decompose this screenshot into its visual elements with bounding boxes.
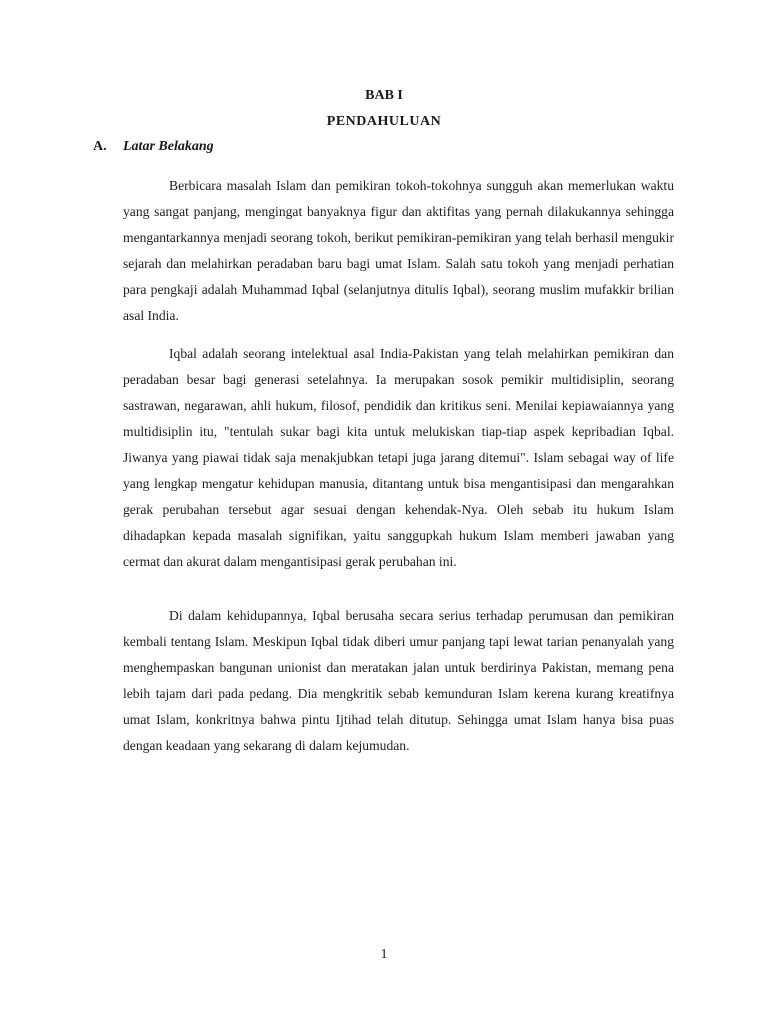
paragraph: Iqbal adalah seorang intelektual asal India-Pakistan yang telah melahirkan pemikiran dan peradaban besar bagi generasi setelahnya. Ia merupakan sosok pemikir multidisiplin, seorang sastrawan, negarawan, ahli hukum, filosof, pendidik dan kritikus seni. Menilai kepiawaiannya yang multidisiplin itu, "tentulah sukar bagi kita untuk melukiskan tiap-tiap aspek kepribadian Iqbal. Jiwanya yang piawai tidak saja menakjubkan tetapi juga jarang ditemui". Islam sebagai way of life yang lengkap mengatur kehidupan manusia, ditantang untuk bisa mengantisipasi dan mengarahkan gerak perubahan tersebut agar sesuai dengan kehendak-Nya. Oleh sebab itu hukum Islam dihadapkan kepada masalah signifikan, yaitu sanggupkah hukum Islam memberi jawaban yang cermat dan akurat dalam mengantisipasi gerak perubahan ini. xyxy=(123,346,674,569)
paragraph: Di dalam kehidupannya, Iqbal berusaha secara serius terhadap perumusan dan pemikiran kembali tentang Islam. Meskipun Iqbal tidak diberi umur panjang tapi lewat tarian penanyalah yang menghempaskan bangunan unionist dan meratakan jalan untuk berdirinya Pakistan, memang pena lebih tajam dari pada pedang. Dia mengkritik sebab kemunduran Islam kerena kurang kreatifnya umat Islam, konkritnya bahwa pintu Ijtihad telah ditutup. Sehingga umat Islam hanya bisa puas dengan keadaan yang sekarang di dalam kejumudan. xyxy=(123,608,674,753)
section-heading xyxy=(93,138,214,156)
page-number: 1 xyxy=(380,947,388,962)
chapter-heading: PENDAHULUAN xyxy=(326,114,442,129)
section-number: A. xyxy=(93,139,107,154)
paragraph: Berbicara masalah Islam dan pemikiran tokoh-tokohnya sungguh akan memerlukan waktu yang sangat panjang, mengingat banyaknya figur dan aktifitas yang pernah dilakukannya sehingga mengantarkannya menjadi seorang tokoh, berikut pemikiran-pemikiran yang telah berhasil mengukir sejarah dan melahirkan peradaban baru bagi umat Islam. Salah satu tokoh yang menjadi perhatian para pengkaji adalah Muhammad Iqbal (selanjutnya ditulis Iqbal), seorang muslim mufakkir brilian asal India. xyxy=(123,178,674,323)
chapter-title: BAB I xyxy=(365,88,403,103)
section-title: Latar Belakang xyxy=(123,139,214,154)
